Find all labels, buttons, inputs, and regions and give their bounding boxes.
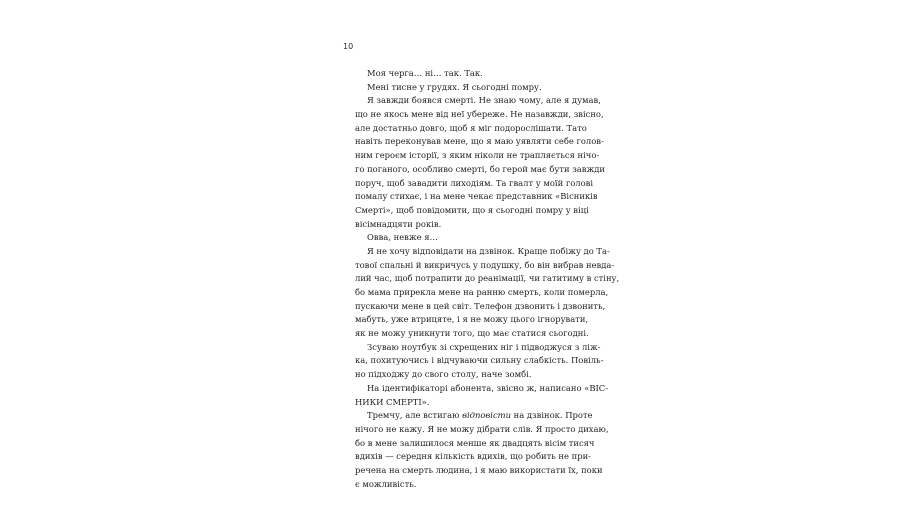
text-line: вдихів — середня кількість вдихів, що робить не при- xyxy=(355,451,591,462)
text-line: речена на смерть людина, і я маю використати їх, поки xyxy=(355,464,603,475)
text-line: є можливість. xyxy=(355,478,417,489)
text-line xyxy=(355,409,593,423)
page-number: 10 xyxy=(343,42,354,51)
text-line: що не якось мене від неї убереже. Не назавжди, звісно, xyxy=(355,109,604,120)
text-line: нічого не кажу. Я не можу дібрати слів. Я просто дихаю, xyxy=(355,423,609,434)
text-line: Я не хочу відповідати на дзвінок. Краще побіжу до Та- xyxy=(367,245,610,256)
text-line: мабуть, уже втрицяте, і я не можу цього ігнорувати, xyxy=(355,314,589,325)
text-line: ка, похитуючись і відчуваючи сильну слабкість. Повіль- xyxy=(355,355,604,366)
text-line: бо в мене залишилося менше як двадцять вісім тисяч xyxy=(355,437,595,448)
text-line: бо мама прирекла мене на ранню смерть, коли померла, xyxy=(355,287,609,297)
text-line: Мені тисне у грудях. Я сьогодні помру. xyxy=(367,81,542,92)
text-line: Смерті», щоб повідомити, що я сьогодні помру у віці xyxy=(355,204,589,215)
body-text xyxy=(355,67,620,491)
text-line: лий час, щоб потрапити до реанімації, чи гатитиму в стіну, xyxy=(355,273,620,284)
text-line: На ідентифікаторі абонента, звісно ж, написано «ВІС- xyxy=(367,382,609,393)
text-line: як не можу уникнути того, що має статися сьогодні. xyxy=(355,328,589,339)
text-line: но підходжу до свого столу, наче зомбі. xyxy=(355,369,532,380)
text-line: го поганого, особливо смерті, бо герой має бути завжди xyxy=(355,163,605,174)
text-line: Зсуваю ноутбук зі схрещених ніг і підводжуся з ліж- xyxy=(367,341,601,352)
book-page xyxy=(340,0,620,510)
text-line: Моя черга… ні… так. Так. xyxy=(367,68,483,78)
text-line: навіть переконував мене, що я маю уявляти себе голов- xyxy=(355,136,604,147)
text-line: Овва, невже я… xyxy=(367,232,438,243)
text-line: тової спальні й викричусь у подушку, бо він вибрав невда- xyxy=(355,259,615,270)
text-line: помалу стихає, і на мене чекає представник «Вісників xyxy=(355,191,598,202)
text-line: пускаючи мене в цей світ. Телефон дзвонить і дзвонить, xyxy=(355,300,606,311)
text-segment: Тремчу, але встигаю xyxy=(367,410,463,421)
text-line: НИКИ СМЕРТІ». xyxy=(355,396,430,407)
text-line: поруч, щоб завадити лиходіям. Та гвалт у моїй голові xyxy=(355,177,594,188)
text-line: ним героєм історії, з яким ніколи не трапляється нічо- xyxy=(355,150,600,161)
text-line: Я завжди боявся смерті. Не знаю чому, але я думав, xyxy=(367,95,601,106)
emphasized-word: відповісти xyxy=(462,410,511,421)
text-line: але достатньо довго, щоб я міг подорослішати. Тато xyxy=(355,122,587,133)
text-segment: на дзвінок. Проте xyxy=(511,410,593,421)
text-line: вісімнадцяти років. xyxy=(355,218,442,229)
